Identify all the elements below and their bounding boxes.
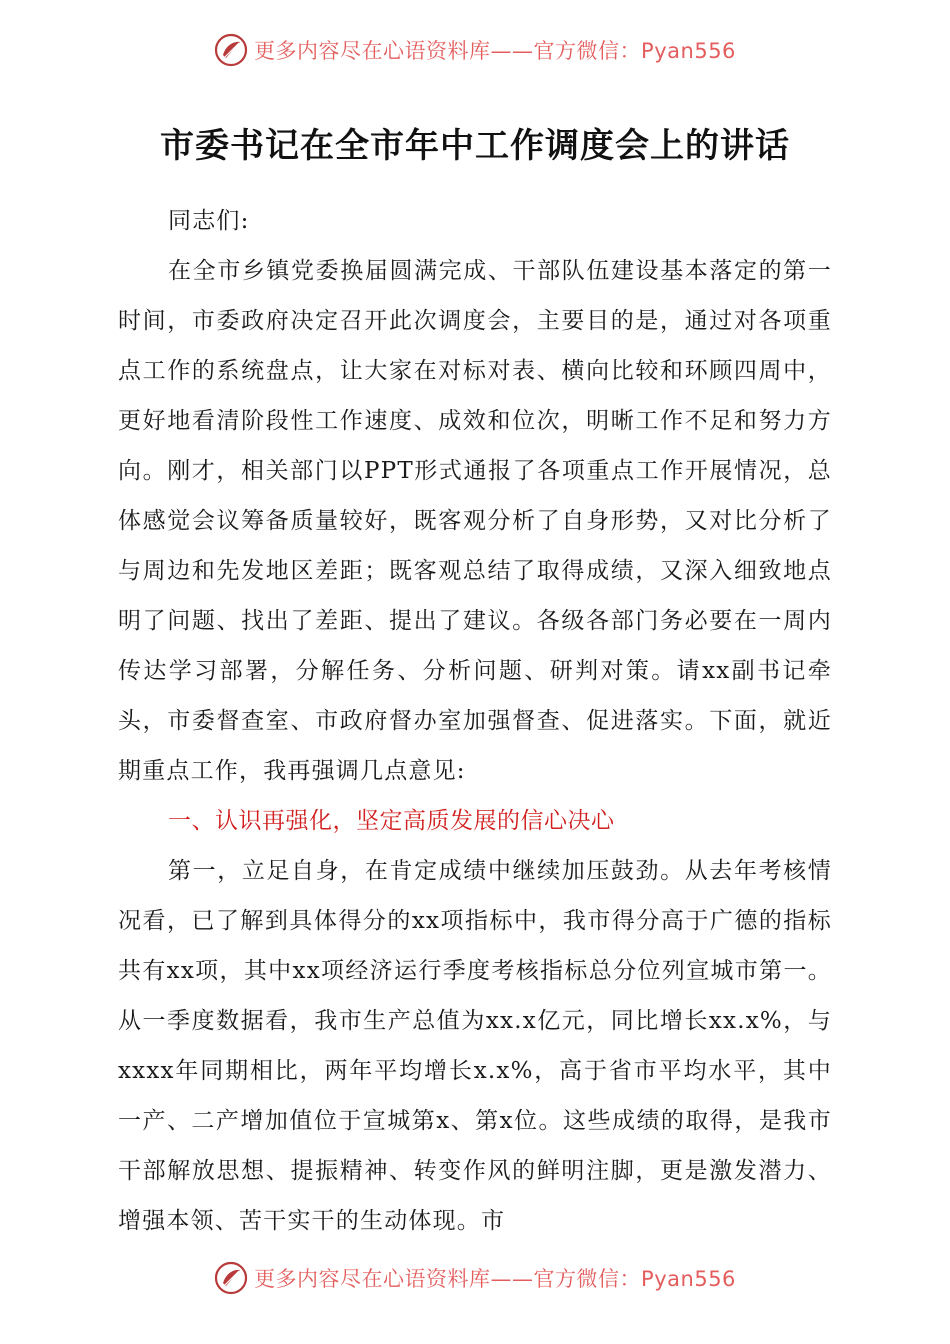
document-title: 市委书记在全市年中工作调度会上的讲话 [160,126,790,166]
watermark-text: 更多内容尽在心语资料库——官方微信：Pyan556 [254,39,736,63]
paragraph-intro: 在全市乡镇党委换届圆满完成、干部队伍建设基本落定的第一时间，市委政府决定召开此次调度会，主要目的是，通过对各项重点工作的系统盘点，让大家在对标对表、横向比较和环顾四周中，更好地看清阶段性工作速度、成效和位次，明晰工作不足和努力方向。刚才，相关部门以PPT形式通报了各项重点工作开展情况，总体感觉会议筹备质量较好，既客观分析了自身形势，又对比分析了与周边和先发地区差距；既客观总结了取得成绩，又深入细致地点明了问题、找出了差距、提出了建议。各级各部门务必要在一周内传达学习部署，分解任务、分析问题、研判对策。请xx副书记牵头，市委督查室、市政府督办室加强督查、促进落实。下面，就近期重点工作，我再强调几点意见: [118,258,832,784]
watermark-logo-icon [214,33,248,67]
watermark-header [0,30,950,70]
salutation: 同志们: [168,208,250,234]
watermark-text: 更多内容尽在心语资料库——官方微信：Pyan556 [254,1267,736,1291]
document-body [118,196,832,1246]
watermark-logo-icon [214,1261,248,1295]
section-heading-1: 一、认识再强化，坚定高质发展的信心决心 [168,808,615,834]
watermark-footer [0,1258,950,1298]
paragraph-first-point: 第一，立足自身，在肯定成绩中继续加压鼓劲。从去年考核情况看，已了解到具体得分的xx项指标中，我市得分高于广德的指标共有xx项，其中xx项经济运行季度考核指标总分位列宣城市第一。从一季度数据看，我市生产总值为xx.x亿元，同比增长xx.x%，与xxxx年同期相比，两年平均增长x.x%，高于省市平均水平，其中一产、二产增加值位于宣城第x、第x位。这些成绩的取得，是我市干部解放思想、提振精神、转变作风的鲜明注脚，更是激发潜力、增强本领、苦干实干的生动体现。市 [118,858,832,1234]
